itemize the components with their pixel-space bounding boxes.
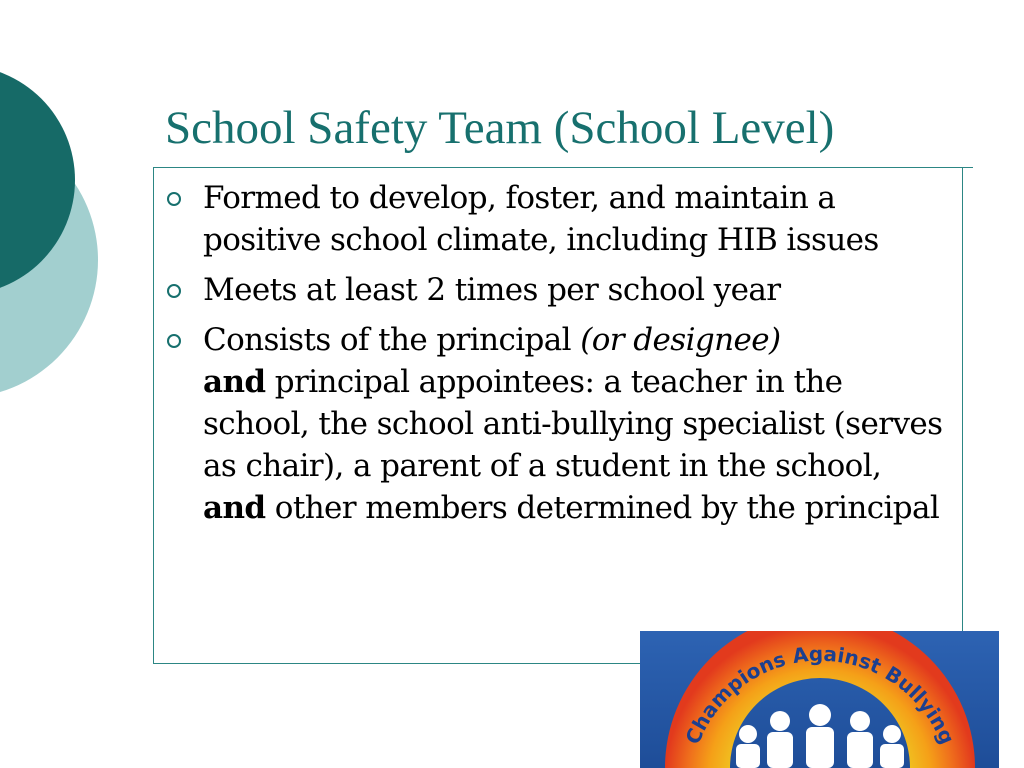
bullet-list bbox=[167, 177, 947, 537]
hollow-circle-bullet-icon bbox=[167, 284, 181, 298]
hollow-circle-bullet-icon bbox=[167, 192, 181, 206]
bullet-item bbox=[167, 319, 947, 529]
bullet-text-part: Consists of the principal bbox=[203, 322, 581, 358]
bullet-text-italic: (or designee) bbox=[580, 322, 781, 358]
bullet-text: Meets at least 2 times per school year bbox=[203, 272, 781, 308]
bullet-text-bold: and bbox=[203, 490, 266, 526]
champions-against-bullying-logo bbox=[640, 631, 999, 768]
bullet-item bbox=[167, 269, 947, 311]
bullet-text-part: other members determined by the principal bbox=[265, 490, 940, 526]
bullet-text-part: principal appointees: a teacher in the school, the school anti-bullying specialist (serves as chair), a parent of a student in the school, bbox=[203, 364, 943, 484]
bullet-text-bold: and bbox=[203, 364, 266, 400]
logo-arc-text: Champions Against Bullying bbox=[680, 641, 960, 748]
bullet-item bbox=[167, 177, 947, 261]
slide-title: School Safety Team (School Level) bbox=[165, 102, 835, 154]
hollow-circle-bullet-icon bbox=[167, 334, 181, 348]
decorative-circles bbox=[0, 0, 120, 420]
bullet-text: Formed to develop, foster, and maintain a positive school climate, including HIB issues bbox=[203, 180, 879, 258]
box-corner-line bbox=[963, 167, 973, 177]
